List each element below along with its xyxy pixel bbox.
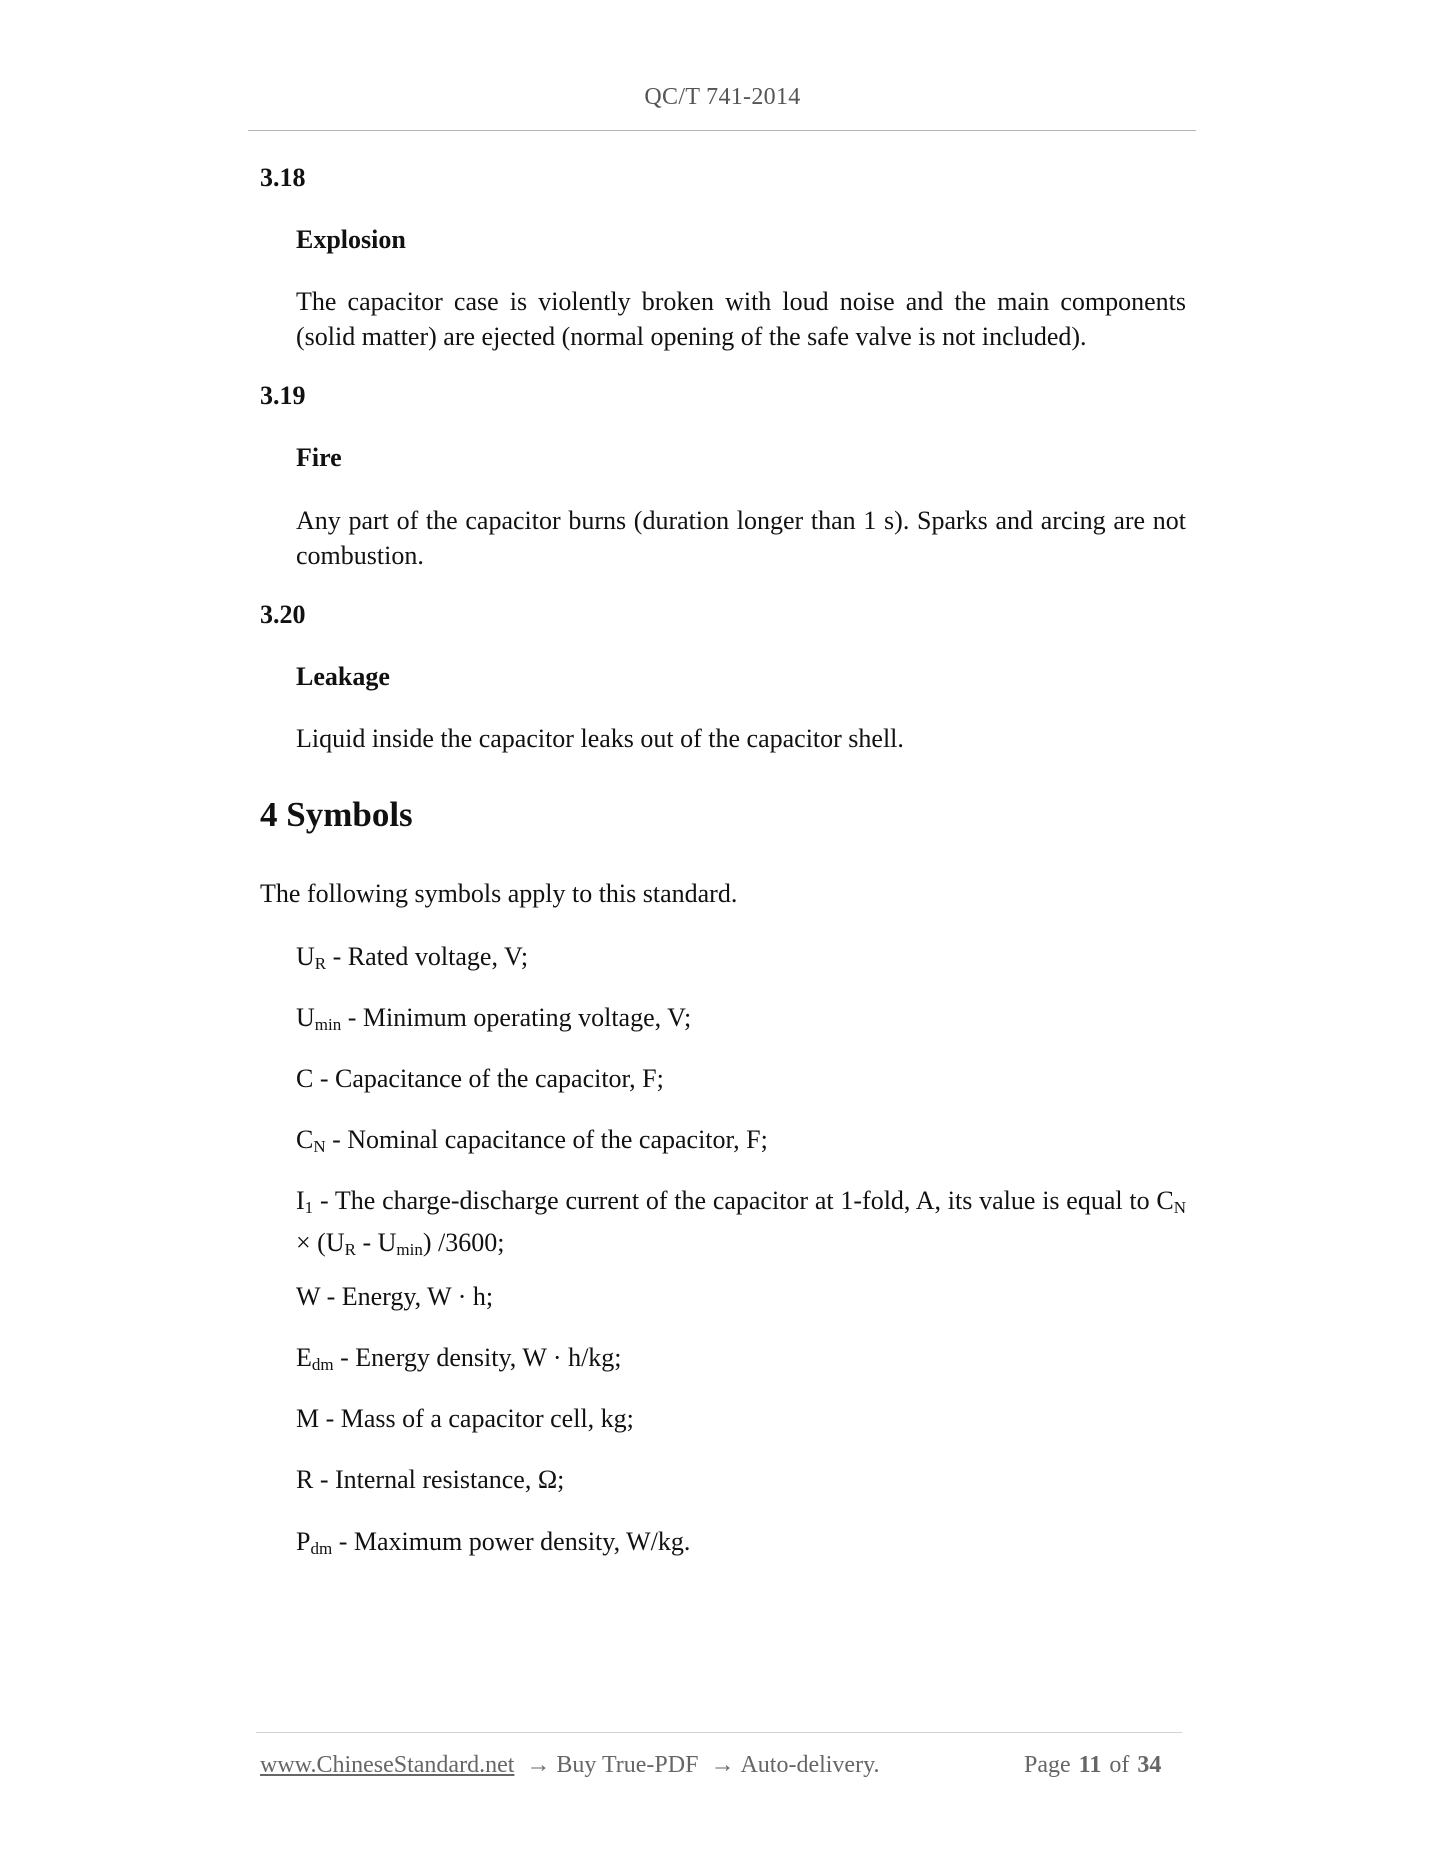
buy-pdf-text: Buy True-PDF <box>556 1752 699 1778</box>
footer-divider <box>256 1732 1182 1733</box>
term-leakage: Leakage <box>296 662 390 691</box>
page-label: Page <box>1024 1752 1071 1778</box>
section-heading-symbols: 4 Symbols <box>260 795 413 834</box>
symbol-nominal-capacitance: $C_N$ - Nominal capacitance of the capacitor, F; <box>296 1125 768 1156</box>
symbol-min-voltage: $U_{min}$ - Minimum operating voltage, V; <box>296 1003 692 1034</box>
arrow-right-icon: → <box>710 1752 735 1778</box>
page-current: 11 <box>1078 1752 1102 1778</box>
symbol-max-power-density: $P_{dm}$ - Maximum power density, W/kg. <box>296 1527 691 1558</box>
symbols-intro: The following symbols apply to this standard. <box>260 879 738 908</box>
document-header: QC/T 741-2014 <box>644 84 801 110</box>
auto-delivery-text: Auto-delivery. <box>740 1752 880 1778</box>
definition-explosion: The capacitor case is violently broken with loud noise and the main components (solid matter) are ejected (normal opening of the safe valve is not included). <box>296 287 1186 351</box>
of-label: of <box>1109 1752 1130 1778</box>
clause-number-3-20: 3.20 <box>260 600 306 629</box>
page-indicator <box>1024 1752 1169 1779</box>
term-explosion: Explosion <box>296 225 406 254</box>
clause-number-3-18: 3.18 <box>260 163 306 192</box>
header-divider <box>248 130 1196 131</box>
definition-fire: Any part of the capacitor burns (duration longer than 1 s). Sparks and arcing are not combustion. <box>296 506 1186 570</box>
symbol-capacitance: C - Capacitance of the capacitor, F; <box>296 1064 664 1093</box>
clause-number-3-19: 3.19 <box>260 381 306 410</box>
arrow-right-icon: → <box>526 1752 551 1778</box>
site-link[interactable]: www.ChineseStandard.net <box>260 1752 515 1778</box>
symbol-rated-voltage: $U_R$ - Rated voltage, V; <box>296 942 529 973</box>
symbol-energy-density: $E_{dm}$ - Energy density, W · h/kg; <box>296 1343 622 1374</box>
page-total: 34 <box>1137 1752 1162 1778</box>
symbol-internal-resistance: R - Internal resistance, Ω; <box>296 1465 565 1494</box>
definition-leakage: Liquid inside the capacitor leaks out of the capacitor shell. <box>296 724 904 753</box>
symbol-charge-discharge-current: $I_1$ - The charge-discharge current of the capacitor at 1-fold, A, its value is equal to $C_N \times (U_R - U_{min})$ /3600; <box>296 1186 1186 1259</box>
symbol-mass: M - Mass of a capacitor cell, kg; <box>296 1404 634 1433</box>
term-fire: Fire <box>296 443 342 472</box>
footer-promo <box>260 1752 880 1779</box>
symbol-energy: W - Energy, W · h; <box>296 1282 494 1311</box>
